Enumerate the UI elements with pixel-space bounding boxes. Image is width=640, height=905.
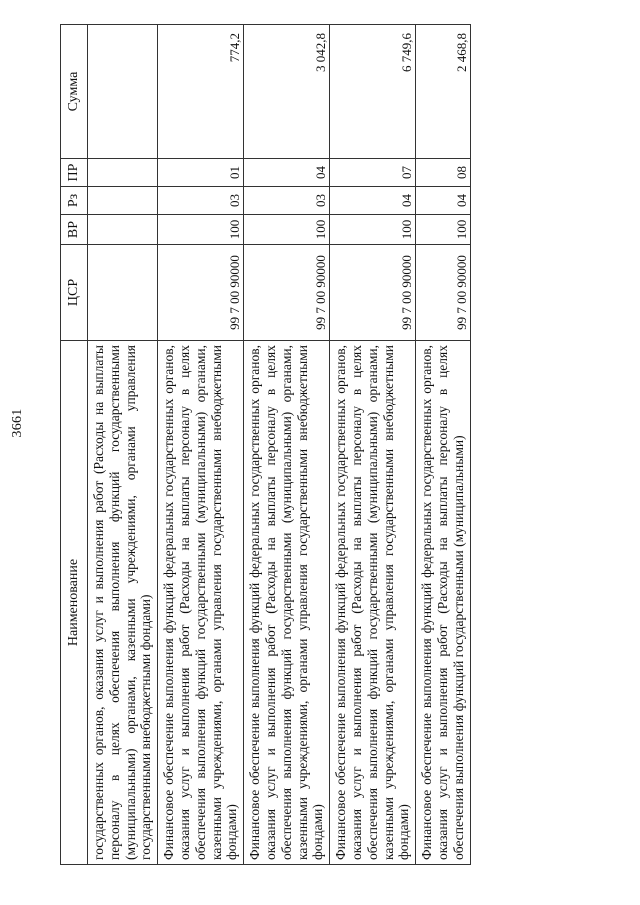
header-name: Наименование (61, 341, 88, 865)
budget-table (60, 24, 471, 865)
row-sum-cell: 6 749,6 (330, 25, 416, 159)
row-name-cell: Финансовое обеспечение выполнения функций федеральных государственных органов, оказания услуг и выполнения работ (Расходы на выплаты персоналу в целях обеспечения выполнения функций государственными (муниципальными) органами, казенными учреждениями, органами управления государственными внебюджетными фондами) (330, 341, 416, 865)
header-vr: ВР (61, 215, 88, 245)
row-csr-cell: 99 7 00 90000 (158, 245, 244, 341)
row-sum-cell (88, 25, 158, 159)
row-vr-cell: 100 (416, 215, 470, 245)
row-name-cell: Финансовое обеспечение выполнения функций федеральных государственных органов, оказания услуг и выполнения работ (Расходы на выплаты персоналу в целях обеспечения выполнения функций государственными (муниципальными) органами, казенными учреждениями, органами управления государственными внебюджетными фондами) (158, 341, 244, 865)
row-rz-cell (88, 187, 158, 215)
row-vr-cell: 100 (330, 215, 416, 245)
header-rz: Рз (61, 187, 88, 215)
row-pr-cell: 07 (330, 159, 416, 187)
page-number: 3661 (10, 408, 25, 438)
row-sum-cell: 3 042,8 (244, 25, 330, 159)
header-row (61, 25, 88, 865)
row-name-cell: Финансовое обеспечение выполнения функций федеральных государственных органов, оказания услуг и выполнения работ (Расходы на выплаты персоналу в целях обеспечения выполнения функций государственными (муниципальными) (416, 341, 470, 865)
row-csr-cell: 99 7 00 90000 (330, 245, 416, 341)
table-row (158, 25, 244, 865)
row-rz-cell: 03 (244, 187, 330, 215)
row-csr-cell (88, 245, 158, 341)
row-name-cell: Финансовое обеспечение выполнения функций федеральных государственных органов, оказания услуг и выполнения работ (Расходы на выплаты персоналу в целях обеспечения выполнения функций государственными (муниципальными) органами, казенными учреждениями, органами управления государственными внебюджетными фондами) (244, 341, 330, 865)
table-row (88, 25, 158, 865)
row-csr-cell: 99 7 00 90000 (416, 245, 470, 341)
row-sum-cell: 2 468,8 (416, 25, 470, 159)
row-sum-cell: 774,2 (158, 25, 244, 159)
row-pr-cell: 01 (158, 159, 244, 187)
row-rz-cell: 04 (330, 187, 416, 215)
table-row (416, 25, 470, 865)
header-csr: ЦСР (61, 245, 88, 341)
row-pr-cell: 08 (416, 159, 470, 187)
row-vr-cell: 100 (244, 215, 330, 245)
row-csr-cell: 99 7 00 90000 (244, 245, 330, 341)
header-sum: Сумма (61, 25, 88, 159)
row-vr-cell (88, 215, 158, 245)
row-rz-cell: 04 (416, 187, 470, 215)
row-pr-cell: 04 (244, 159, 330, 187)
table-row (244, 25, 330, 865)
row-rz-cell: 03 (158, 187, 244, 215)
table-body (88, 25, 471, 865)
row-name-cell: государственных органов, оказания услуг и выполнения работ (Расходы на выплаты персоналу в целях обеспечения выполнения функций государственными (муниципальными) органами, казенными учреждениями, органами управления государственными внебюджетными фондами) (88, 341, 158, 865)
table-header (61, 25, 88, 865)
row-pr-cell (88, 159, 158, 187)
table-row (330, 25, 416, 865)
row-vr-cell: 100 (158, 215, 244, 245)
header-pr: ПР (61, 159, 88, 187)
